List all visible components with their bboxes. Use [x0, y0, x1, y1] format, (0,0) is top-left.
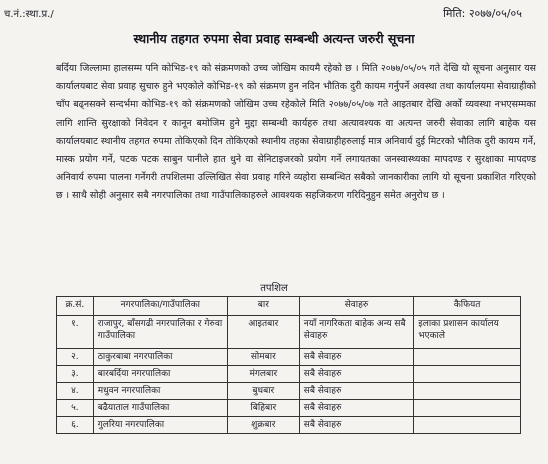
cell-remarks: [414, 366, 521, 383]
cell-municipality: ठाकुरबाबा नगरपालिका: [93, 349, 227, 366]
cell-municipality: राजापुर, बाँसगढी नगरपालिका र गेरुवा गाउँपालिका: [93, 316, 227, 349]
cell-serial: ५.: [57, 400, 94, 417]
table-header-row: [57, 297, 521, 316]
cell-day: सोमबार: [227, 349, 299, 366]
cell-services: सबै सेवाहरु: [299, 349, 414, 366]
cell-municipality: गुलरिया नगरपालिका: [93, 417, 227, 434]
notice-title: स्थानीय तहगत रुपमा सेवा प्रवाह सम्बन्धी अत्यन्त जरुरी सूचना: [133, 31, 415, 46]
header-remarks: कैफियत: [414, 297, 521, 316]
schedule-heading: तपशिल: [260, 283, 288, 294]
header-services: सेवाहरु: [299, 297, 414, 316]
cell-municipality: मधुवन नगरपालिका: [93, 383, 227, 400]
cell-day: आइतबार: [227, 316, 299, 349]
cell-remarks: [414, 383, 521, 400]
header-day: बार: [227, 297, 299, 316]
schedule-table: [56, 296, 521, 434]
notice-date: मिति: २०७७/०५/०५: [443, 7, 522, 20]
table-row: [57, 316, 521, 349]
cell-remarks: [414, 349, 521, 366]
table-row: [57, 417, 521, 434]
header-municipality: नगरपालिका/गाउँपालिका: [93, 297, 227, 316]
table-row: [57, 400, 521, 417]
table-row: [57, 349, 521, 366]
cell-municipality: बढैयाताल गाउँपालिका: [93, 400, 227, 417]
cell-services: सबै सेवाहरु: [299, 366, 414, 383]
cell-serial: ३.: [57, 366, 94, 383]
table-row: [57, 383, 521, 400]
cell-day: बुधबार: [227, 383, 299, 400]
cell-serial: १.: [57, 316, 94, 349]
cell-serial: २.: [57, 349, 94, 366]
cell-remarks: [414, 400, 521, 417]
cell-services: सबै सेवाहरु: [299, 400, 414, 417]
cell-services: नयाँ नागरिकता बाहेक अन्य सबै सेवाहरु: [299, 316, 414, 349]
table-row: [57, 366, 521, 383]
cell-services: सबै सेवाहरु: [299, 417, 414, 434]
cell-remarks: इलाका प्रशासन कार्यालय भएकाले: [414, 316, 521, 349]
header-serial: क्र.सं.: [57, 297, 94, 316]
cell-serial: ४.: [57, 383, 94, 400]
reference-number: च.नं.:स्था.प्र./: [4, 9, 54, 20]
cell-municipality: बारबर्दिया नगरपालिका: [93, 366, 227, 383]
notice-body: बर्दिया जिल्लामा हालसम्म पनि कोभिड-१९ को संक्रमणको उच्च जोखिम कायमै रहेको छ । मिति २०७७/०५/०५ गते देखि यो सूचना अनुसार यस कार्यालयबाट सेवा प्रवाह सुचारु हुने भएकोले कोभिड-१९ को संक्रमण हुन नदिन भौतिक दुरी कायम गर्नुपर्ने अवस्था तथा कार्यालयमा सेवाग्राहीको चाँप बढ्नसक्ने सन्दर्भमा कोभिड-१९ को संक्रमणको जोखिम उच्च रहेकोले मिति २०७७/०५/०७ गते आइतबार देखि अर्को व्यवस्था नभएसम्मका लागि शान्ति सुरक्षाको निवेदन र कानून बमोजिम हुने मुद्दा सम्बन्धी कार्यहरु तथा अत्यावश्यक वा अत्यन्त जरुरी सेवाका लागि बाहेक यस कार्यालयबाट स्थानीय तहगत रुपमा तोकिएको दिन तोकिएको स्थानीय तहका सेवाग्राहीहरुलाई मात्र अनिवार्य दुई मिटरको भौतिक दुरी कायम गर्ने, मास्क प्रयोग गर्ने, पटक पटक साबुन पानीले हात धुने वा सेनिटाइजरको प्रयोग गर्ने लगायतका जनस्वास्थ्यका मापदण्ड र सुरक्षाका मापदण्ड अनिवार्य रुपमा पालना गर्नेगरी तपशिलमा उल्लिखित सेवा प्रवाह गरिने व्यहोरा सम्बन्धित सबैको जानकारीका लागि यो सूचना प्रकाशित गरिएको छ । साथै सोही अनुसार सबै नगरपालिका तथा गाउँपालिकाहरुले आवश्यक सहजिकरण गरिदिनुहुन समेत अनुरोध छ ।: [56, 63, 536, 202]
cell-day: शुक्रबार: [227, 417, 299, 434]
cell-day: बिहिबार: [227, 400, 299, 417]
cell-serial: ६.: [57, 417, 94, 434]
cell-remarks: [414, 417, 521, 434]
cell-services: सबै सेवाहरु: [299, 383, 414, 400]
cell-day: मंगलबार: [227, 366, 299, 383]
